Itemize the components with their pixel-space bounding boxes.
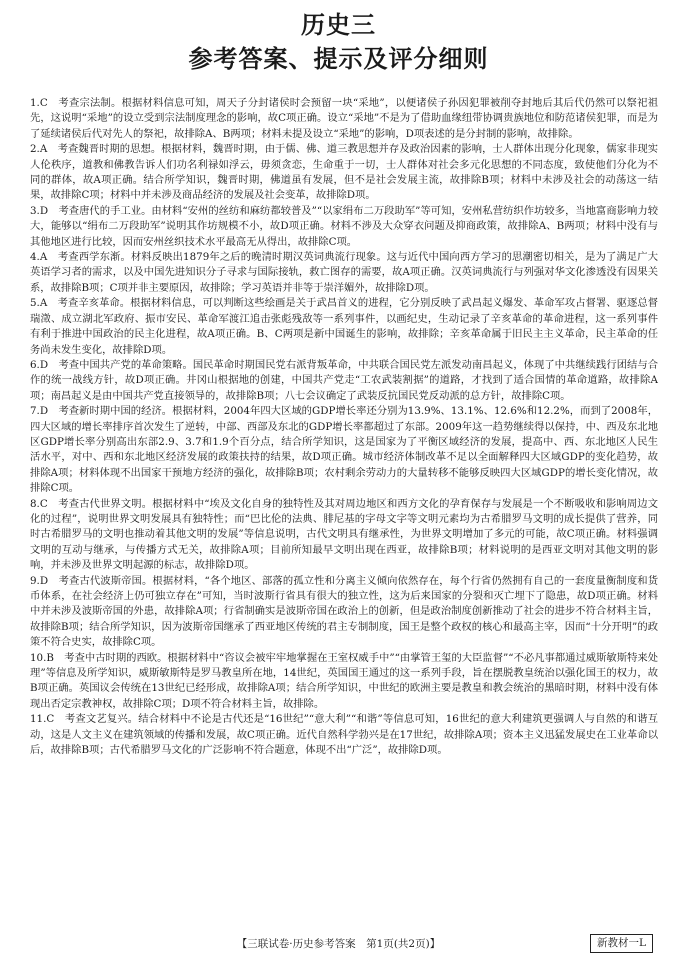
answer-item-6: 6.D 考查中国共产党的革命策略。国民革命时期国民党右派背叛革命，中共联合国民党左派发动南昌起义，体现了中共继续践行团结与合作的统一战线方针，故D项正确。井冈山根据地的创建，中国共产党走“工农武装割据”的道路，才找到了适合国情的革命道路，故排除A项；南昌起义是由中国共产党直接领导的，故排除B项；八七会议确定了武装反抗国民党反动派的总方针，故排除C项。 <box>30 358 658 402</box>
answer-item-10: 10.B 考查中古时期的西欧。根据材料中“咨议会被牢牢地掌握在王室权威手中”“由掌管王玺的大臣监督”“不必凡事都通过威斯敏斯特来处理”等信息及所学知识，威斯敏斯特是罗马教皇所在地，14世纪，英国国王通过的这一系列手段，旨在摆脱教皇统治以强化国王的权力，故B项正确。英国议会传统在13世纪已经形成，故排除A项；结合所学知识，中世纪的欧洲主要是教皇和教会统治的黑暗时期，材料中没有体现出否定宗教神权，故排除C项；D项不符合材料主旨，故排除。 <box>30 651 658 710</box>
footer-text: 【三联试卷·历史参考答案 第1页(共2页)】 <box>236 938 441 950</box>
edition-badge: 新教材一L <box>590 934 653 953</box>
page-title: 历史三 <box>301 10 376 39</box>
answer-item-8: 8.C 考查古代世界文明。根据材料中“埃及文化自身的独特性及其对周边地区和西方文化的孕育保存与发展是一个不断吸收和影响周边文化的过程”，说明世界文明发展具有独特性；而“巴比伦的法典、腓尼基的字母文字等文明元素均为古希腊罗马文明的成长提供了营养，同时古希腊罗马的文明也推动着其他文明的发展”等信息说明，古代文明具有继承性，为世界文明增加了多元的可能，故C项正确。材料强调文明的互动与继承，与传播方式无关，故排除A项；目前所知最早文明出现在西亚，故排除B项；材料说明的是西亚文明对其他文明的影响，并未涉及世界文明起源的标志，故排除D项。 <box>30 497 658 572</box>
answer-list <box>30 96 658 758</box>
answer-item-9: 9.D 考查古代波斯帝国。根据材料，“各个地区、部落的孤立性和分离主义倾向依然存在，每个行省仍然拥有自己的一套度量衡制度和货币体系，在社会经济上仍可独立存在”可知，当时波斯行省具有很大的独立性，这为后来国家的分裂和灭亡埋下了隐患，故D项正确。材料中并未涉及波斯帝国的外患，故排除A项；行省制确实是波斯帝国在政治上的创新，但是政治制度创新推动了社会的进步不符合材料主旨，故排除B项；结合所学知识，因为波斯帝国继承了西亚地区传统的君主专制制度，国王是整个政权的核心和最高主宰，因而“十分开明”的政策不符合史实，故排除C项。 <box>30 574 658 649</box>
page-footer <box>0 933 677 955</box>
answer-item-5: 5.A 考查辛亥革命。根据材料信息，可以判断这些绘画是关于武昌首义的进程，它分别反映了武昌起义爆发、革命军攻占督署、驱逐总督瑞澂、成立湖北军政府、振市安民、革命军渡江追击张彪残敌等一系列事件，以画纪史，生动记录了辛亥革命的革命进程，这一系列事件有利于推进中国政治的民主化进程，故A项正确。B、C两项是新中国诞生的影响，故排除；辛亥革命属于旧民主主义革命，民主革命的任务尚未发生变化，故排除D项。 <box>30 297 658 356</box>
answer-item-4: 4.A 考查西学东渐。材料反映出1879年之后的晚清时期汉英词典流行现象。这与近代中国向西方学习的思潮密切相关，是为了满足广大英语学习者的需求，以及中国先进知识分子寻求与国际接轨，救亡图存的需要，故A项正确。汉英词典流行与列强对华文化渗透没有因果关系，故排除B项；C项并非主要原因，故排除；学习英语并非等于崇洋媚外，故排除D项。 <box>30 251 658 294</box>
answer-item-7: 7.D 考查新时期中国的经济。根据材料，2004年四大区域的GDP增长率还分别为13.9%、13.1%、12.6%和12.2%，而到了2008年，四大区域的增长率排序首次发生了逆转，中部、西部及东北的GDP增长率都超过了东部。2009年这一趋势继续得以保持，中、西及东北地区GDP增长率分别高出东部2.9、3.7和1.9个百分点，结合所学知识，这是国家为了平衡区域经济的发展，提高中、西、东北地区人民生活水平，对中、西和东北地区经济发展的政策扶持的结果，故D项正确。城市经济体制改革不足以全面解释四大区域GDP的变化趋势，故排除A项；材料体现不出国家干预地方经济的强化，故排除B项；农村剩余劳动力的大量转移不能够反映四大区域GDP的增长变化情况，故排除C项。 <box>30 405 658 495</box>
answer-item-11: 11.C 考查文艺复兴。结合材料中不论是古代还是“16世纪”“意大利”“和谐”等信息可知，16世纪的意大利建筑更强调人与自然的和谐互动，这是人文主义在建筑领域的传播和发展，故C项正确。近代自然科学勃兴是在17世纪，故排除A项；资本主义迅猛发展史在工业革命以后，故排除B项；古代希腊罗马文化的广泛影响不符合题意，体现不出“广泛”，故排除D项。 <box>30 713 658 757</box>
answer-item-2: 2.A 考查魏晋时期的思想。根据材料，魏晋时期，由于儒、佛、道三教思想并存及政治因素的影响，士人群体出现分化现象，儒家非现实人伦秩序，道教和佛教告诉人们功名利禄如浮云，毋须贪恋，生命重于一切，士人群体对社会多元化思想的不同态度，致使他们分化为不同的群体，故A项正确。结合所学知识，魏晋时期，佛道虽有发展，但不是社会发展主流，故排除B项；材料中未涉及社会的动荡这一结果，故排除C项；材料中并未涉及商品经济的发展及社会变革，故排除D项。 <box>30 143 658 202</box>
answer-item-1: 1.C 考查宗法制。根据材料信息可知，周天子分封诸侯时会预留一块“采地”，以便诸侯子孙因犯罪被削夺封地后其后代仍然可以祭祀祖先，这说明“采地”的设立受到宗法制度理念的影响，故C项正确。设立“采地”不是为了借助血缘纽带协调贵族地位和防范诸侯犯罪，而是为了延续诸侯后代对先人的祭祀，故排除A、B两项；材料未提及设立“采地”的影响，D项表述的是分封制的影响，故排除。 <box>30 97 658 140</box>
answer-item-3: 3.D 考查唐代的手工业。由材料“安州的丝纺和麻纺都较普及”“以家绢布二万段助军”等可知，安州私营纺织作坊较多，当地富商影响力较大，能够以“绢布二万段助军”说明其作坊规模不小，故D项正确。材料不涉及大众穿衣问题及抑商政策，故排除A、B两项；材料中没有与其他地区进行比较，因而安州丝织技术水平最高无从得出，故排除C项。 <box>30 204 658 248</box>
page-subtitle: 参考答案、提示及评分细则 <box>188 44 489 73</box>
